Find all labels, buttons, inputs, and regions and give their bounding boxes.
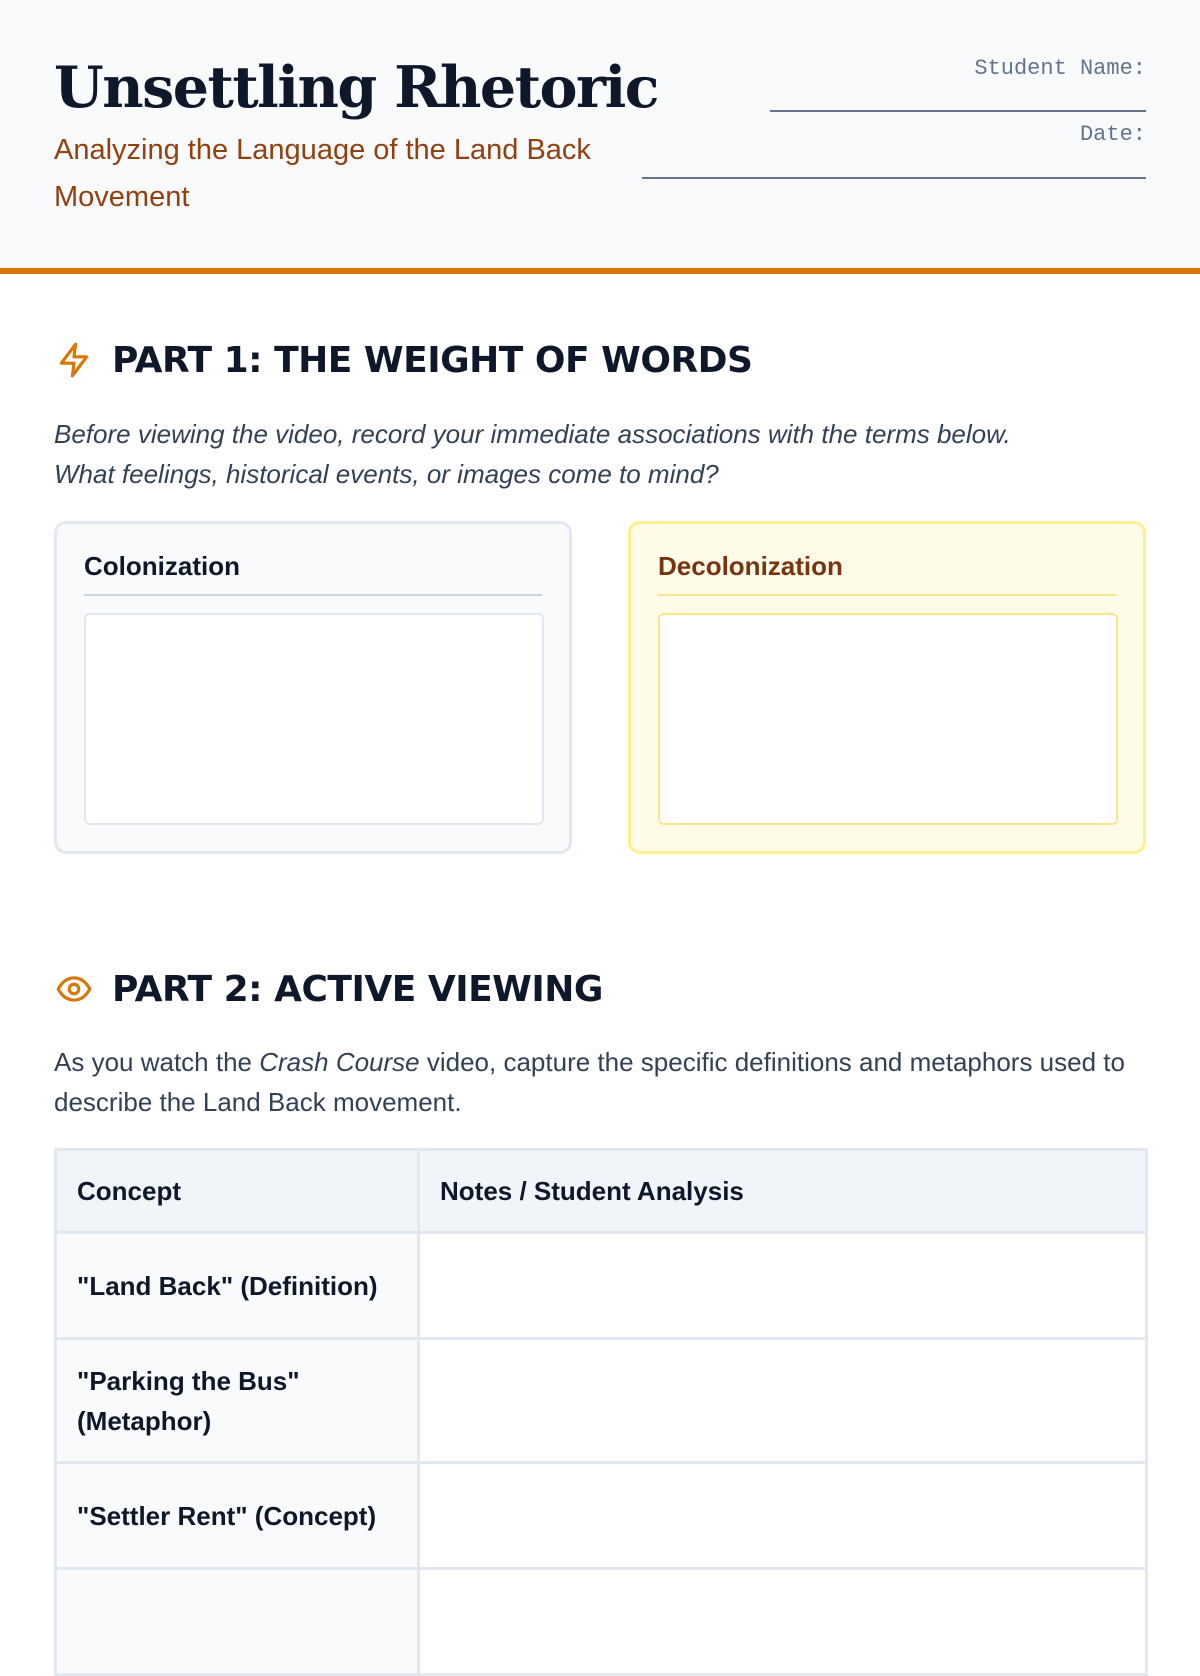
colonization-card xyxy=(54,521,572,854)
student-name-label: Student Name: xyxy=(974,56,1146,81)
table-header-notes: Notes / Student Analysis xyxy=(419,1150,1147,1233)
notes-cell[interactable] xyxy=(419,1339,1147,1463)
lightning-icon xyxy=(54,340,94,380)
part1-heading: PART 1: THE WEIGHT OF WORDS xyxy=(112,339,753,381)
worksheet-subtitle: Analyzing the Language of the Land Back Movement xyxy=(54,134,591,213)
concept-cell: "Land Back" (Definition) xyxy=(56,1233,419,1339)
table-row xyxy=(56,1569,1147,1675)
decolonization-card xyxy=(628,521,1146,854)
table-header-row xyxy=(56,1150,1147,1233)
part2-instructions-before: As you watch the xyxy=(54,1047,260,1077)
worksheet-title: Unsettling Rhetoric xyxy=(54,54,658,121)
part2-instructions xyxy=(54,1042,1154,1122)
decolonization-label: Decolonization xyxy=(658,548,1116,596)
part1-instructions-line1: Before viewing the video, record your immediate associations with the terms below. xyxy=(54,419,1011,449)
notes-cell[interactable] xyxy=(419,1569,1147,1675)
concept-cell xyxy=(56,1569,419,1675)
part2-instructions-after: video, capture the specific definitions and metaphors used to describe the Land Back movement. xyxy=(54,1047,1125,1117)
date-label: Date: xyxy=(1079,122,1146,147)
colonization-response-box[interactable] xyxy=(84,613,544,825)
part2-instructions-emphasis: Crash Course xyxy=(259,1047,420,1077)
table-row xyxy=(56,1339,1147,1463)
notes-cell[interactable] xyxy=(419,1463,1147,1569)
table-row xyxy=(56,1233,1147,1339)
worksheet-header xyxy=(0,0,1200,274)
part1-heading-row xyxy=(54,332,752,388)
date-line[interactable] xyxy=(642,177,1146,179)
part2-heading: PART 2: ACTIVE VIEWING xyxy=(112,968,603,1010)
table-header-concept: Concept xyxy=(56,1150,419,1233)
concept-cell: "Parking the Bus" (Metaphor) xyxy=(56,1339,419,1463)
student-name-line[interactable] xyxy=(770,110,1146,112)
part1-instructions xyxy=(54,414,1154,494)
decolonization-response-box[interactable] xyxy=(658,613,1118,825)
eye-icon xyxy=(54,969,94,1009)
part1-instructions-line2: What feelings, historical events, or images come to mind? xyxy=(54,459,719,489)
colonization-label: Colonization xyxy=(84,548,542,596)
notes-cell[interactable] xyxy=(419,1233,1147,1339)
active-viewing-table xyxy=(54,1148,1148,1676)
part2-heading-row xyxy=(54,961,603,1017)
concept-cell: "Settler Rent" (Concept) xyxy=(56,1463,419,1569)
table-row xyxy=(56,1463,1147,1569)
